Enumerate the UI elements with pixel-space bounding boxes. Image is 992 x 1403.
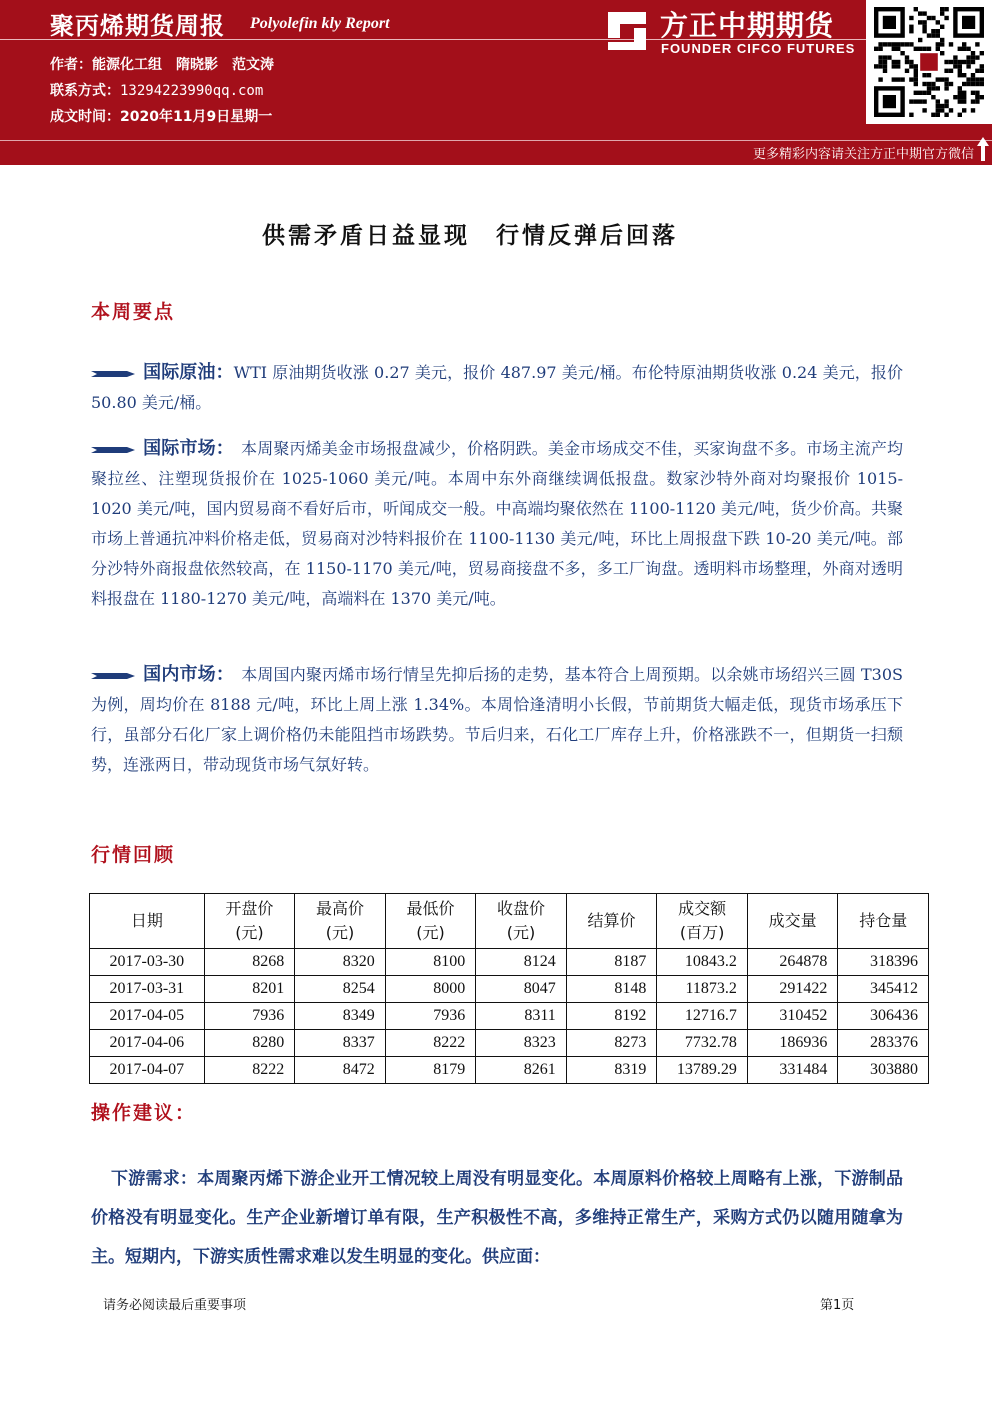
report-title-en: Polyolefin kly Report (250, 15, 390, 32)
paragraph-text: 本周聚丙烯美金市场报盘减少，价格阴跌。美金市场成交不佳，买家询盘不多。市场主流产均聚拉丝、注塑现货报价在 1025-1060 美元/吨。本周中东外商继续调低报盘。数家沙特外商对均聚报价 1015-1020 美元/吨，国内贸易商不看好后市，听闻成交一般。中高端均聚依然在 1100-1120 美元/吨，货少价高。共聚市场上普通抗冲料价格走低，贸易商对沙特料报价在 1100-1130 美元/吨，环比上周报盘下跌 10-20 美元/吨。部分沙特外商报盘依然较高，在 1150-1170 美元/吨，贸易商接盘不多，多工厂询盘。透明料市场整理，外商对透明料报盘在 1180-1270 美元/吨，高端料在 1370 美元/吨。 (91, 439, 904, 608)
col-header-turnover: 成交额 (百万) (657, 894, 748, 949)
authors-label: 作者： (50, 57, 92, 73)
table-cell: 331484 (747, 1057, 838, 1084)
table-cell: 8201 (204, 976, 295, 1003)
footer-notice: 请务必阅读最后重要事项 (103, 1298, 247, 1313)
page-number: 第1页 (820, 1298, 855, 1313)
arrow-up-icon (976, 136, 990, 162)
table-cell: 8124 (476, 949, 567, 976)
table-cell: 303880 (838, 1057, 929, 1084)
col-header-volume: 成交量 (747, 894, 838, 949)
section-title-highlights: 本周要点 (91, 301, 176, 323)
paragraph-text: WTI 原油期货收涨 0.27 美元，报价 487.97 美元/桶。布伦特原油期货收涨 0.24 美元，报价 50.80 美元/桶。 (91, 363, 903, 412)
table-cell: 8319 (566, 1057, 657, 1084)
paragraph-label: 国际原油： (143, 362, 234, 383)
table-cell: 8280 (204, 1030, 295, 1057)
report-title: 聚丙烯期货周报 (50, 12, 225, 40)
col-header-low: 最低价 (元) (385, 894, 476, 949)
table-cell: 8222 (385, 1030, 476, 1057)
table-row (90, 949, 929, 976)
table-cell-date: 2017-04-06 (90, 1030, 205, 1057)
table-cell: 8254 (295, 976, 386, 1003)
table-cell-date: 2017-03-30 (90, 949, 205, 976)
table-cell: 8100 (385, 949, 476, 976)
arrow-bullet-icon (91, 368, 135, 380)
table-row (90, 1057, 929, 1084)
table-cell: 8187 (566, 949, 657, 976)
market-quote-table (89, 893, 929, 1084)
table-cell: 8148 (566, 976, 657, 1003)
advice-paragraph: 下游需求：本周聚丙烯下游企业开工情况较上周没有明显变化。本周原料价格较上周略有上涨，下游制品价格没有明显变化。生产企业新增订单有限，生产积极性不高，多维持正常生产，采购方式仍以随用随拿为主。短期内，下游实质性需求难以发生明显的变化。供应面： (91, 1169, 903, 1267)
qr-code-icon (866, 0, 992, 124)
table-cell: 8320 (295, 949, 386, 976)
col-header-open: 开盘价 (元) (204, 894, 295, 949)
col-header-close: 收盘价 (元) (476, 894, 567, 949)
table-cell: 8179 (385, 1057, 476, 1084)
table-cell: 8349 (295, 1003, 386, 1030)
table-cell: 8273 (566, 1030, 657, 1057)
col-header-settle: 结算价 (566, 894, 657, 949)
table-cell: 7936 (385, 1003, 476, 1030)
table-cell: 310452 (747, 1003, 838, 1030)
table-cell: 8268 (204, 949, 295, 976)
table-cell: 8261 (476, 1057, 567, 1084)
table-cell: 8047 (476, 976, 567, 1003)
col-header-high: 最高价 (元) (295, 894, 386, 949)
paragraph-domestic-market (91, 660, 903, 780)
founder-logo-icon (604, 8, 650, 54)
author-group: 能源化工组 (92, 57, 162, 73)
table-cell: 345412 (838, 976, 929, 1003)
section-title-advice: 操作建议： (91, 1102, 197, 1124)
table-cell: 8323 (476, 1030, 567, 1057)
date-label: 成文时间： (50, 109, 120, 125)
paragraph-label: 国内市场： (143, 664, 226, 685)
table-cell: 13789.29 (657, 1057, 748, 1084)
table-cell: 11873.2 (657, 976, 748, 1003)
table-cell-date: 2017-04-07 (90, 1057, 205, 1084)
table-cell: 306436 (838, 1003, 929, 1030)
arrow-bullet-icon (91, 670, 135, 682)
follow-wechat-text: 更多精彩内容请关注方正中期官方微信 (752, 147, 974, 162)
paragraph-crude-oil (91, 358, 903, 418)
authors-line (50, 54, 288, 74)
table-cell: 8000 (385, 976, 476, 1003)
date-line (50, 106, 286, 126)
table-cell: 283376 (838, 1030, 929, 1057)
date-value: 2020年11月9日星期一 (120, 109, 273, 125)
contact-label: 联系方式： (50, 83, 120, 99)
document-title: 供需矛盾日益显现 行情反弹后回落 (262, 222, 678, 249)
table-row (90, 1003, 929, 1030)
table-header-row (90, 894, 929, 949)
contact-value: 13294223990qq.com (120, 83, 264, 99)
table-cell: 12716.7 (657, 1003, 748, 1030)
contact-line (50, 80, 277, 100)
table-cell: 8222 (204, 1057, 295, 1084)
table-cell: 291422 (747, 976, 838, 1003)
brand-name-cn: 方正中期期货 (660, 9, 835, 42)
table-cell: 264878 (747, 949, 838, 976)
table-cell: 8192 (566, 1003, 657, 1030)
table-cell: 8472 (295, 1057, 386, 1084)
col-header-open-interest: 持仓量 (838, 894, 929, 949)
brand-name-en: FOUNDER CIFCO FUTURES (661, 41, 856, 56)
table-cell-date: 2017-03-31 (90, 976, 205, 1003)
table-cell: 7936 (204, 1003, 295, 1030)
section-title-review: 行情回顾 (91, 844, 176, 866)
author-name-2: 范文涛 (232, 57, 274, 73)
table-cell: 10843.2 (657, 949, 748, 976)
table-cell: 8337 (295, 1030, 386, 1057)
table-cell-date: 2017-04-05 (90, 1003, 205, 1030)
col-header-date: 日期 (90, 894, 205, 949)
table-cell: 186936 (747, 1030, 838, 1057)
table-row (90, 976, 929, 1003)
table-cell: 8311 (476, 1003, 567, 1030)
author-name-1: 隋晓影 (176, 57, 218, 73)
report-header (0, 0, 992, 165)
arrow-bullet-icon (91, 444, 135, 456)
header-divider (0, 140, 992, 141)
paragraph-intl-market (91, 434, 903, 614)
paragraph-text: 本周国内聚丙烯市场行情呈先抑后扬的走势，基本符合上周预期。以余姚市场绍兴三圆 T30S 为例，周均价在 8188 元/吨，环比上周上涨 1.34%。本周恰逢清明小长假，节前期货大幅走低，现货市场承压下行，虽部分石化厂家上调价格仍未能阻挡市场跌势。节后归来，石化工厂库存上升，价格涨跌不一，但期货一扫颓势，连涨两日，带动现货市场气氛好转。 (91, 665, 903, 774)
table-row (90, 1030, 929, 1057)
table-cell: 318396 (838, 949, 929, 976)
paragraph-label: 国际市场： (143, 438, 225, 459)
table-cell: 7732.78 (657, 1030, 748, 1057)
